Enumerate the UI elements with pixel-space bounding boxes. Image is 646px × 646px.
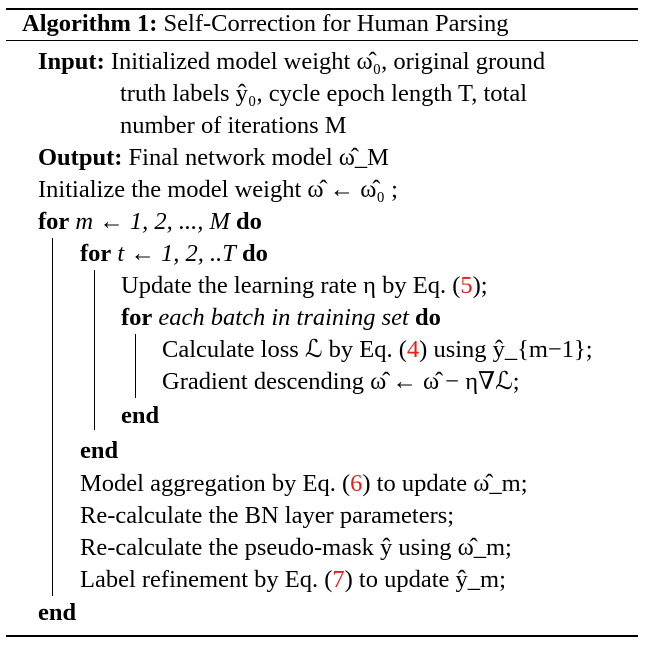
batch-for-condition: each batch in training set bbox=[158, 304, 409, 331]
end-batch-keyword: end bbox=[121, 402, 160, 429]
eq-ref-6[interactable]: 6 bbox=[350, 470, 363, 497]
refinement-text: Label refinement by Eq. ( bbox=[80, 566, 333, 593]
outer-for-keyword: for bbox=[38, 208, 70, 235]
input-label: Input: bbox=[38, 48, 105, 75]
batch-block-bar bbox=[135, 334, 136, 398]
output-label: Output: bbox=[38, 144, 123, 171]
output-text: Final network model ω̂_M bbox=[128, 144, 389, 171]
eq-ref-7[interactable]: 7 bbox=[332, 566, 345, 593]
refinement-tail: ) to update ŷ_m; bbox=[344, 566, 506, 593]
input-line-3: number of iterations M bbox=[120, 112, 347, 139]
input-row bbox=[38, 46, 545, 78]
batch-for-keyword: for bbox=[121, 304, 153, 331]
eq-ref-5[interactable]: 5 bbox=[460, 272, 473, 299]
input-line-1: Initialized model weight ω̂₀, original ground bbox=[110, 48, 546, 75]
recalc-bn-line: Re-calculate the BN layer parameters; bbox=[80, 502, 455, 529]
end-inner-keyword: end bbox=[80, 437, 119, 464]
gradient-line: Gradient descending ω̂ ← ω̂ − η∇ℒ; bbox=[162, 368, 520, 395]
mid-rule bbox=[6, 40, 638, 41]
batch-for-line bbox=[121, 302, 441, 334]
algorithm-title: Self-Correction for Human Parsing bbox=[163, 10, 509, 37]
outer-do-keyword: do bbox=[236, 208, 262, 235]
inner-for-condition: t ← 1, 2, ..T bbox=[117, 240, 236, 267]
inner-block-bar bbox=[94, 270, 95, 430]
inner-for-line bbox=[80, 238, 268, 270]
outer-for-line bbox=[38, 206, 262, 238]
init-line: Initialize the model weight ω̂ ← ω̂₀ ; bbox=[38, 176, 398, 203]
aggregation-text: Model aggregation by Eq. ( bbox=[80, 470, 351, 497]
calc-loss-tail: ) using ŷ_{m−1}; bbox=[419, 336, 593, 363]
eq-ref-4[interactable]: 4 bbox=[406, 336, 420, 363]
input-line-2: truth labels ŷ₀, cycle epoch length T, total bbox=[120, 80, 528, 107]
calc-loss-line bbox=[162, 334, 593, 366]
update-lr-tail: ); bbox=[472, 272, 488, 299]
update-lr-line bbox=[121, 270, 488, 302]
refinement-line bbox=[80, 564, 506, 596]
inner-for-keyword: for bbox=[80, 240, 112, 267]
update-lr-text: Update the learning rate η by Eq. ( bbox=[121, 272, 461, 299]
output-row bbox=[38, 142, 389, 174]
algorithm-label: Algorithm 1: bbox=[22, 10, 158, 37]
calc-loss-text: Calculate loss ℒ by Eq. ( bbox=[162, 336, 407, 363]
recalc-mask-line: Re-calculate the pseudo-mask ŷ using ω̂_m; bbox=[80, 534, 512, 561]
aggregation-line bbox=[80, 468, 528, 500]
batch-do-keyword: do bbox=[414, 304, 441, 331]
bottom-rule bbox=[6, 635, 638, 637]
inner-do-keyword: do bbox=[241, 240, 268, 267]
aggregation-tail: ) to update ω̂_m; bbox=[362, 470, 528, 497]
algorithm-caption bbox=[22, 7, 509, 41]
end-outer-keyword: end bbox=[38, 599, 77, 626]
outer-for-condition: m ← 1, 2, ..., M bbox=[75, 208, 230, 235]
outer-block-bar bbox=[52, 238, 53, 596]
